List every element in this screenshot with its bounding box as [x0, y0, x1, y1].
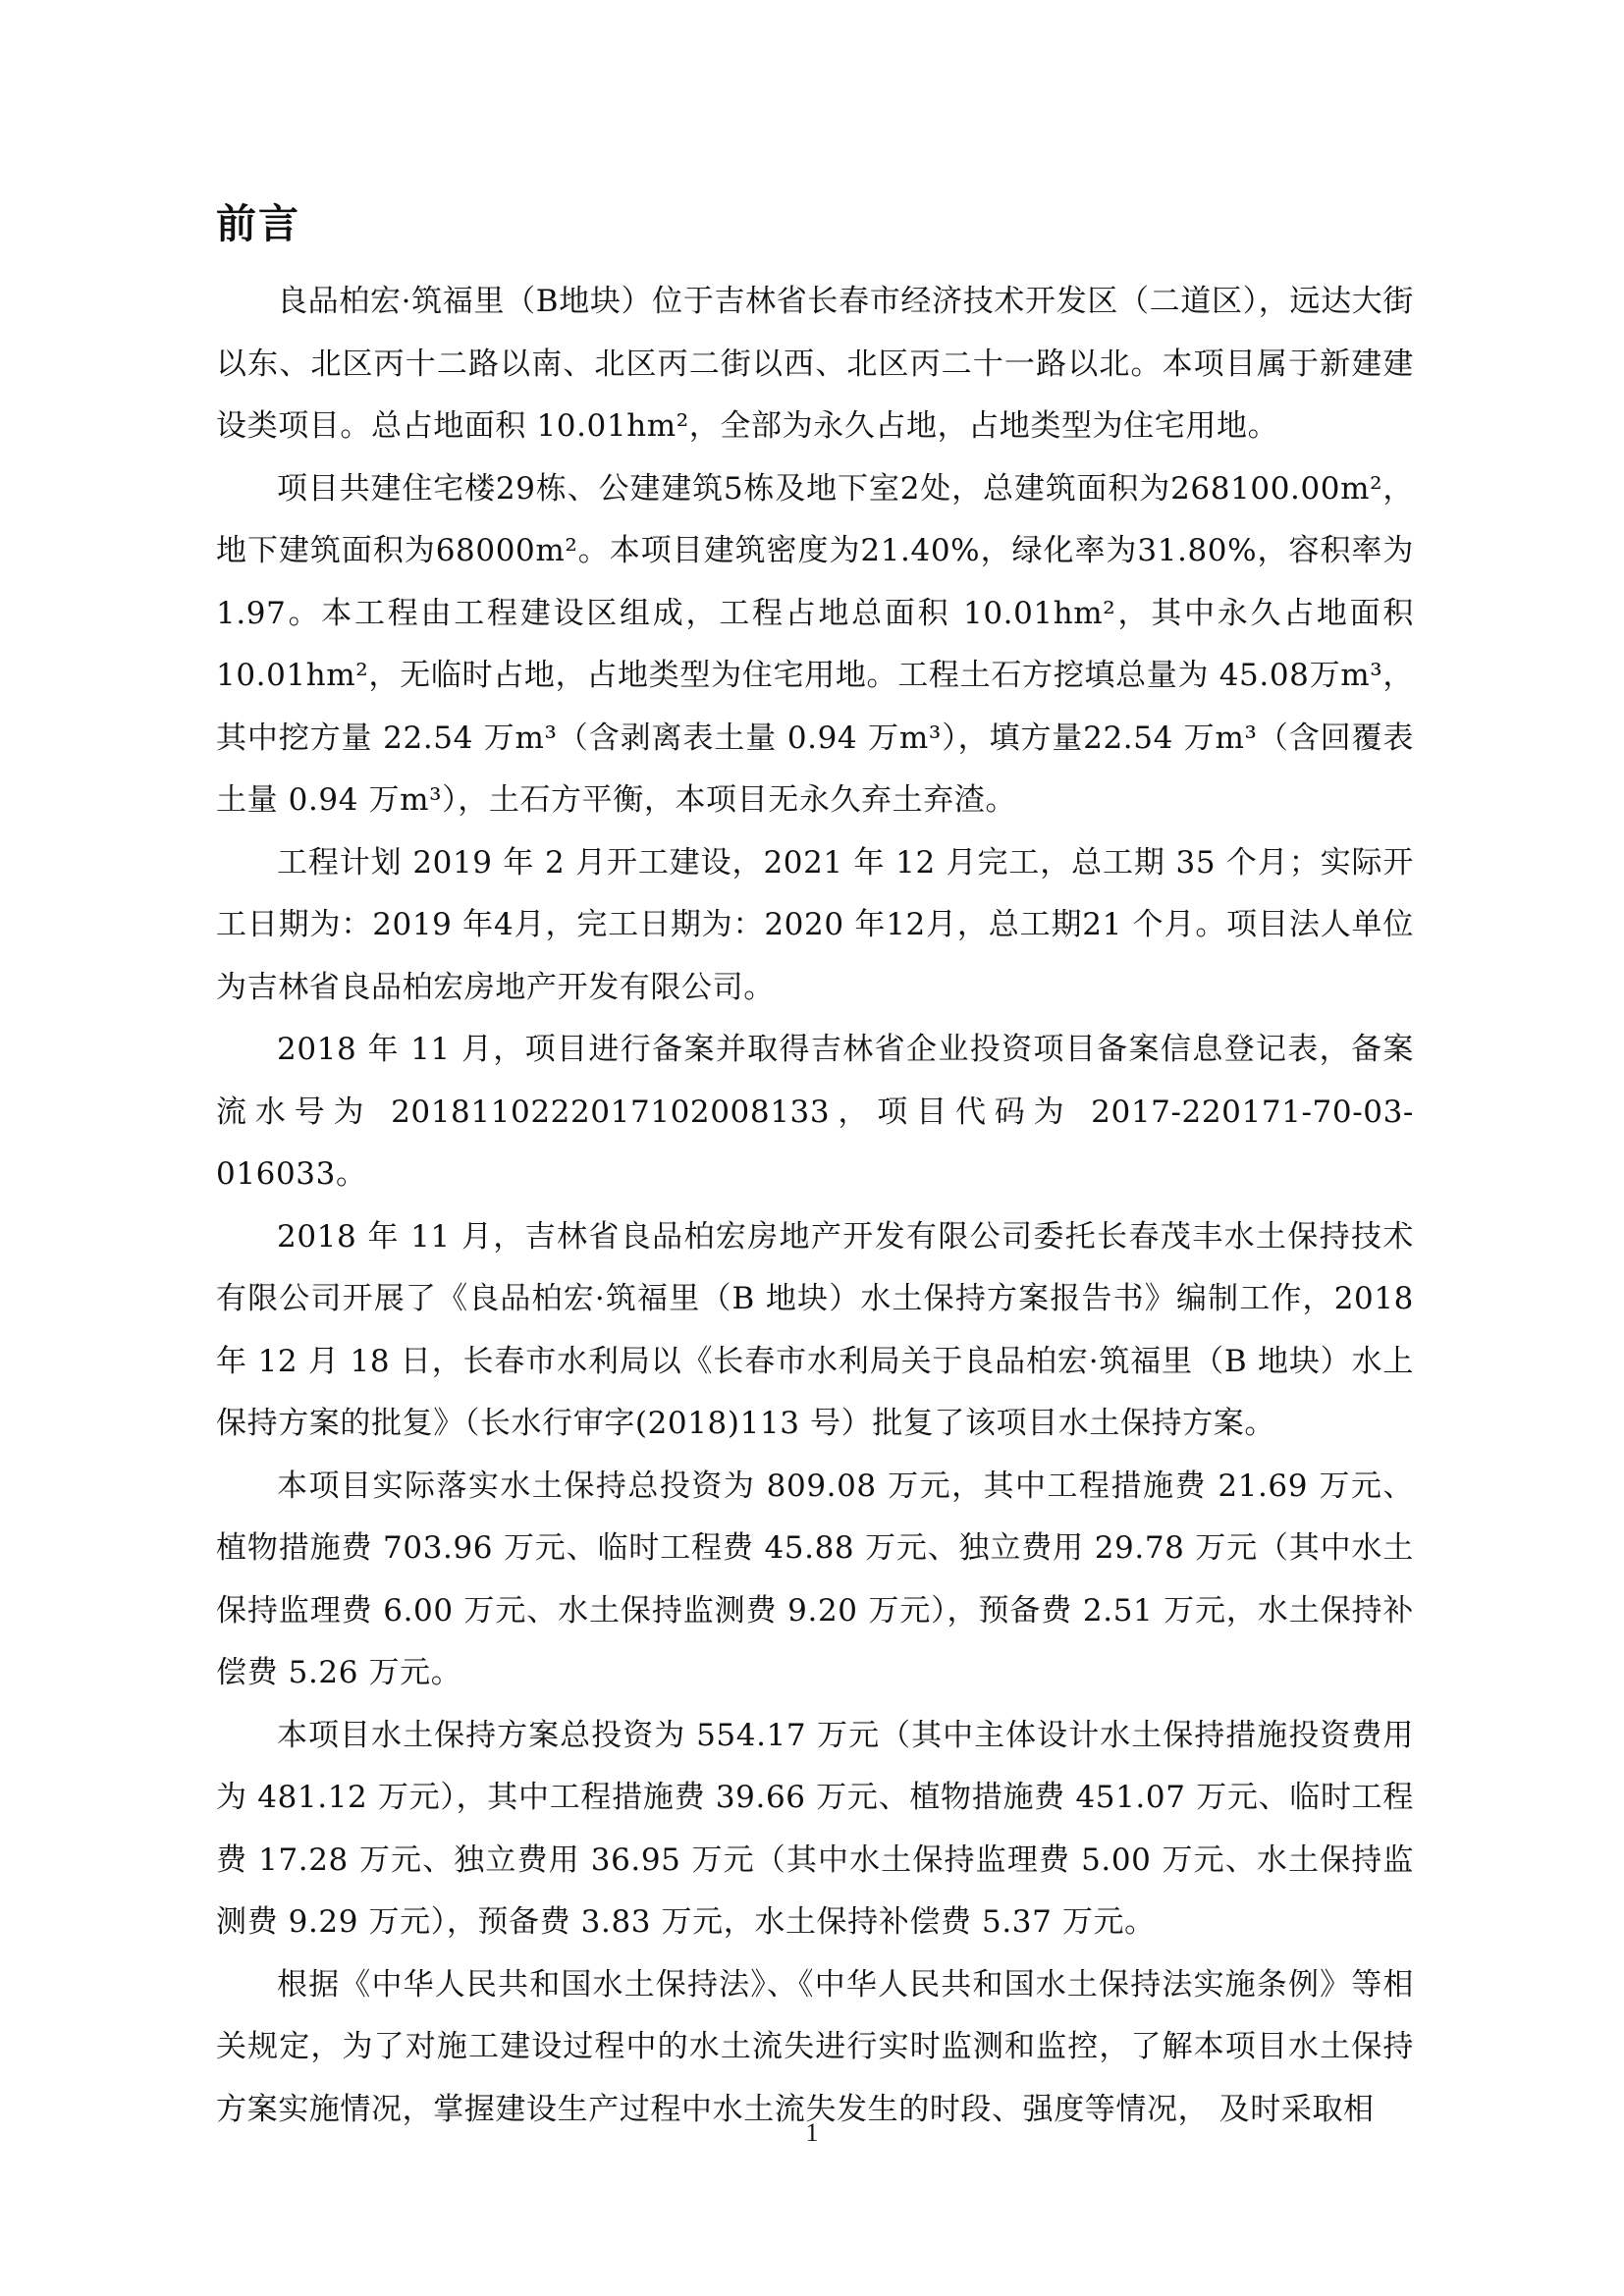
paragraph-legal-basis: 根据《中华人民共和国水土保持法》、《中华人民共和国水土保持法实施条例》等相关规定，为了对施工建设过程中的水土流失进行实时监测和监控，了解本项目水土保持方案实施情况，掌握建设生产过程中水土流失发生的时段、强度等情况， 及时采取相 — [216, 1966, 1414, 2127]
paragraph-approval: 2018 年 11 月，吉林省良品柏宏房地产开发有限公司委托长春茂丰水土保持技术有限公司开展了《良品柏宏·筑福里（B 地块）水土保持方案报告书》编制工作，2018 年 12 月 18 日，长春市水利局以《长春市水利局关于良品柏宏·筑福里（B 地块）水上保持方案的批复》（长水行审字(2018)113 号）批复了该项目水土保持方案。 — [216, 1218, 1414, 1441]
paragraph-actual-investment: 本项目实际落实水土保持总投资为 809.08 万元，其中工程措施费 21.69 万元、植物措施费 703.96 万元、临时工程费 45.88 万元、独立费用 29.78 万元（其中水土保持监理费 6.00 万元、水土保持监测费 9.20 万元），预备费 2.51 万元，水土保持补偿费 5.26 万元。 — [216, 1468, 1414, 1690]
paragraph-scale: 项目共建住宅楼29栋、公建建筑5栋及地下室2处，总建筑面积为268100.00m²，地下建筑面积为68000m²。本项目建筑密度为21.40%，绿化率为31.80%，容积率为1.97。本工程由工程建设区组成，工程占地总面积 10.01hm²，其中永久占地面积 10.01hm²，无临时占地，占地类型为住宅用地。工程土石方挖填总量为 45.08万m³，其中挖方量 22.54 万m³（含剥离表土量 0.94 万m³），填方量22.54 万m³（含回覆表土量 0.94 万m³），土石方平衡，本项目无永久弃土弃渣。 — [216, 470, 1414, 818]
paragraph-schedule: 工程计划 2019 年 2 月开工建设，2021 年 12 月完工，总工期 35 个月；实际开工日期为：2019 年4月，完工日期为：2020 年12月，总工期21 个月。项目法人单位为吉林省良品柏宏房地产开发有限公司。 — [216, 844, 1414, 1005]
page-number: 1 — [805, 2118, 819, 2147]
page-title: 前言 — [216, 200, 300, 247]
paragraph-plan-investment: 本项目水土保持方案总投资为 554.17 万元（其中主体设计水土保持措施投资费用为 481.12 万元），其中工程措施费 39.66 万元、植物措施费 451.07 万元、临时工程费 17.28 万元、独立费用 36.95 万元（其中水土保持监理费 5.00 万元、水土保持监测费 9.29 万元），预备费 3.83 万元，水土保持补偿费 5.37 万元。 — [216, 1717, 1414, 1940]
paragraph-registration: 2018 年 11 月，项目进行备案并取得吉林省企业投资项目备案信息登记表，备案流水号为 20181102220171020081​33，项目代码为 2017-220171-70-03-016033。 — [216, 1032, 1414, 1192]
paragraph-location: 良品柏宏·筑福里（B地块）位于吉林省长春市经济技术开发区（二道区），远达大街以东、北区丙十二路以南、北区丙二街以西、北区丙二十一路以北。本项目属于新建建设类项目。总占地面积 10.01hm²，全部为永久占地，占地类型为住宅用地。 — [216, 284, 1414, 444]
document-page — [216, 187, 1414, 2228]
